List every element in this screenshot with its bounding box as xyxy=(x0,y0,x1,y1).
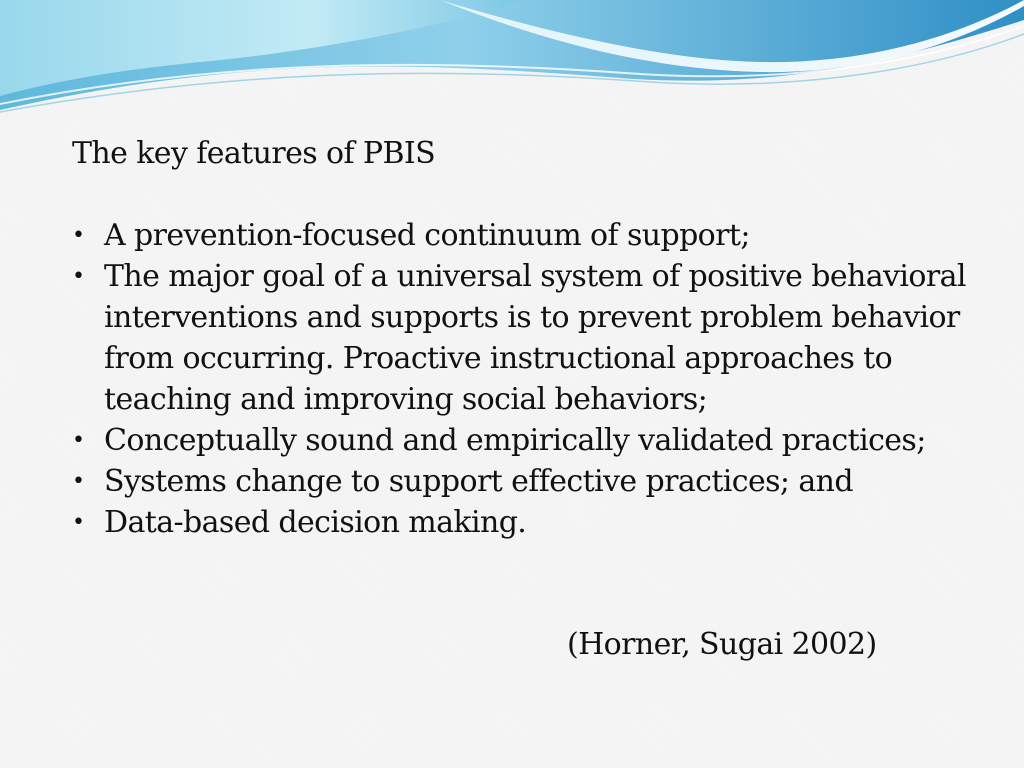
bullet-text: Conceptually sound and empirically validated practices; xyxy=(104,423,926,458)
bullet-icon: • xyxy=(72,223,85,248)
bullet-item xyxy=(72,502,972,543)
bullet-icon: • xyxy=(72,469,85,494)
slide-content xyxy=(72,133,972,543)
bullet-text: A prevention-focused continuum of support; xyxy=(104,218,750,253)
spacer xyxy=(72,174,972,215)
bullet-icon: • xyxy=(72,264,85,289)
bullet-item xyxy=(72,215,972,256)
bullet-text: The major goal of a universal system of positive behavioral interventions and supports is to prevent problem behavior from occurring. Proactive instructional approaches to teaching and improving social behaviors; xyxy=(104,259,966,417)
header-wave-decoration xyxy=(0,0,1024,130)
bullet-list xyxy=(72,215,972,543)
bullet-icon: • xyxy=(72,428,85,453)
slide-heading: The key features of PBIS xyxy=(72,136,436,171)
bullet-item xyxy=(72,420,972,461)
bullet-item xyxy=(72,256,972,420)
bullet-text: Systems change to support effective practices; and xyxy=(104,464,853,499)
citation: (Horner, Sugai 2002) xyxy=(567,627,877,662)
bullet-text: Data-based decision making. xyxy=(104,505,527,540)
bullet-item xyxy=(72,461,972,502)
bullet-icon: • xyxy=(72,510,85,535)
